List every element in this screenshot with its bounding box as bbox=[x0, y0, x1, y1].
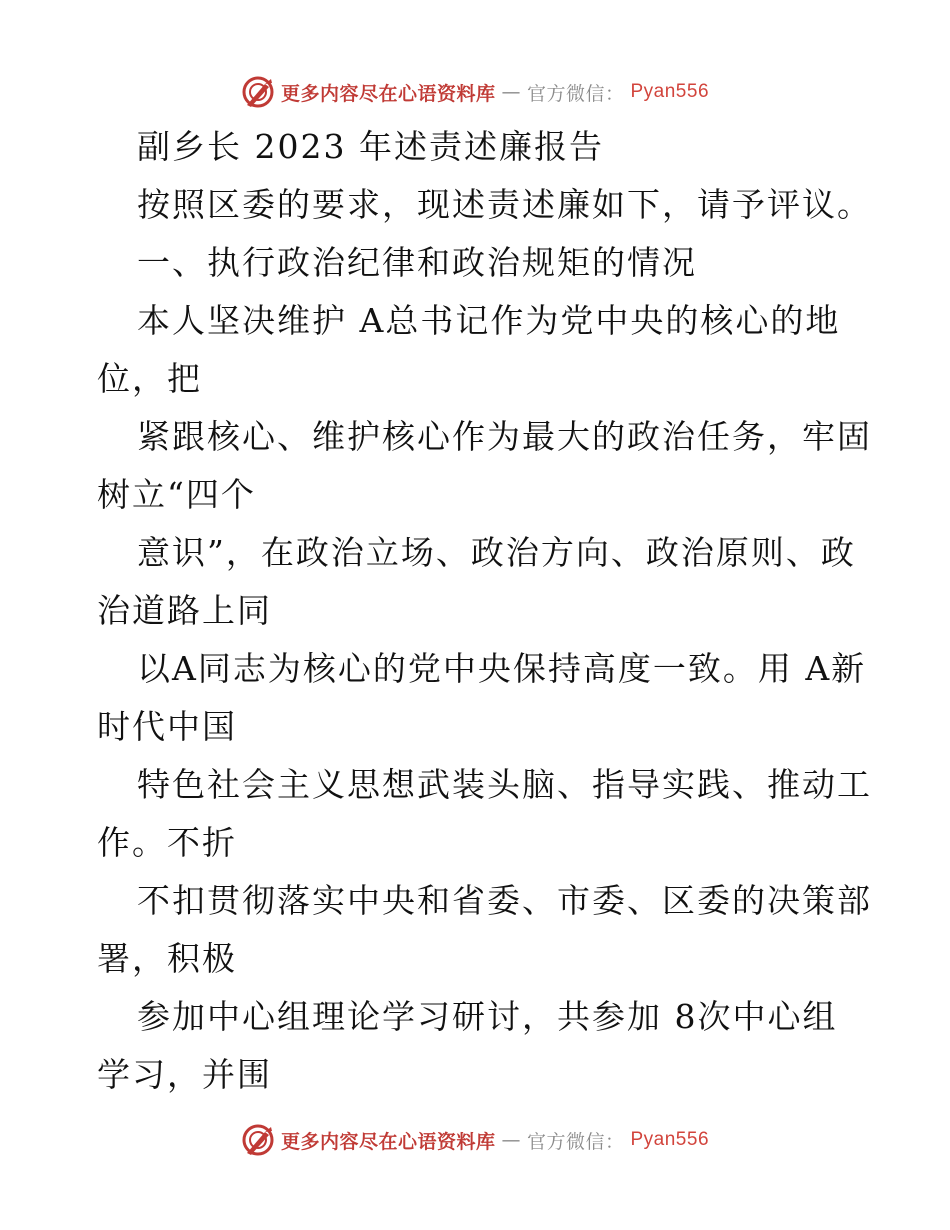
header-watermark bbox=[0, 72, 950, 112]
watermark-wechat-id: Pyan556 bbox=[630, 1129, 710, 1150]
watermark-wechat-id: Pyan556 bbox=[630, 81, 710, 102]
paragraph-line: 位，把 bbox=[97, 359, 202, 398]
paragraph-line: 以A同志为核心的党中央保持高度一致。用 A新 bbox=[137, 649, 867, 688]
paragraph-line: 治道路上同 bbox=[97, 591, 272, 630]
paragraph-line: 署，积极 bbox=[97, 939, 237, 978]
footer-watermark bbox=[0, 1120, 950, 1160]
paragraph-line: 按照区委的要求，现述责述廉如下，请予评议。 bbox=[137, 185, 872, 224]
paragraph-line: 参加中心组理论学习研讨，共参加 8次中心组 bbox=[137, 997, 838, 1036]
pen-logo-icon bbox=[241, 1123, 275, 1157]
paragraph-line: 不扣贯彻落实中央和省委、市委、区委的决策部 bbox=[137, 881, 872, 920]
paragraph-line: 学习，并围 bbox=[97, 1055, 272, 1094]
paragraph-line: 本人坚决维护 A总书记作为党中央的核心的地 bbox=[137, 301, 841, 340]
pen-logo-icon bbox=[241, 75, 275, 109]
watermark-main-text: 更多内容尽在心语资料库 bbox=[280, 1130, 496, 1153]
watermark-contact-label: 官方微信： bbox=[526, 1130, 625, 1153]
paragraph-line: 时代中国 bbox=[97, 707, 237, 746]
paragraph-line: 树立“四个 bbox=[97, 475, 256, 514]
paragraph-line: 特色社会主义思想武装头脑、指导实践、推动工 bbox=[137, 765, 872, 804]
watermark-main-text: 更多内容尽在心语资料库 bbox=[280, 82, 496, 105]
watermark-separator: — bbox=[501, 1129, 521, 1151]
paragraph-line: 作。不折 bbox=[97, 823, 237, 862]
document-title: 副乡长 2023 年述责述廉报告 bbox=[137, 127, 604, 166]
section-heading: 一、执行政治纪律和政治规矩的情况 bbox=[137, 243, 697, 282]
paragraph-line: 紧跟核心、维护核心作为最大的政治任务，牢固 bbox=[137, 417, 872, 456]
watermark-contact-label: 官方微信： bbox=[526, 82, 625, 105]
watermark-separator: — bbox=[501, 81, 521, 103]
paragraph-line: 意识”，在政治立场、政治方向、政治原则、政 bbox=[137, 533, 856, 572]
